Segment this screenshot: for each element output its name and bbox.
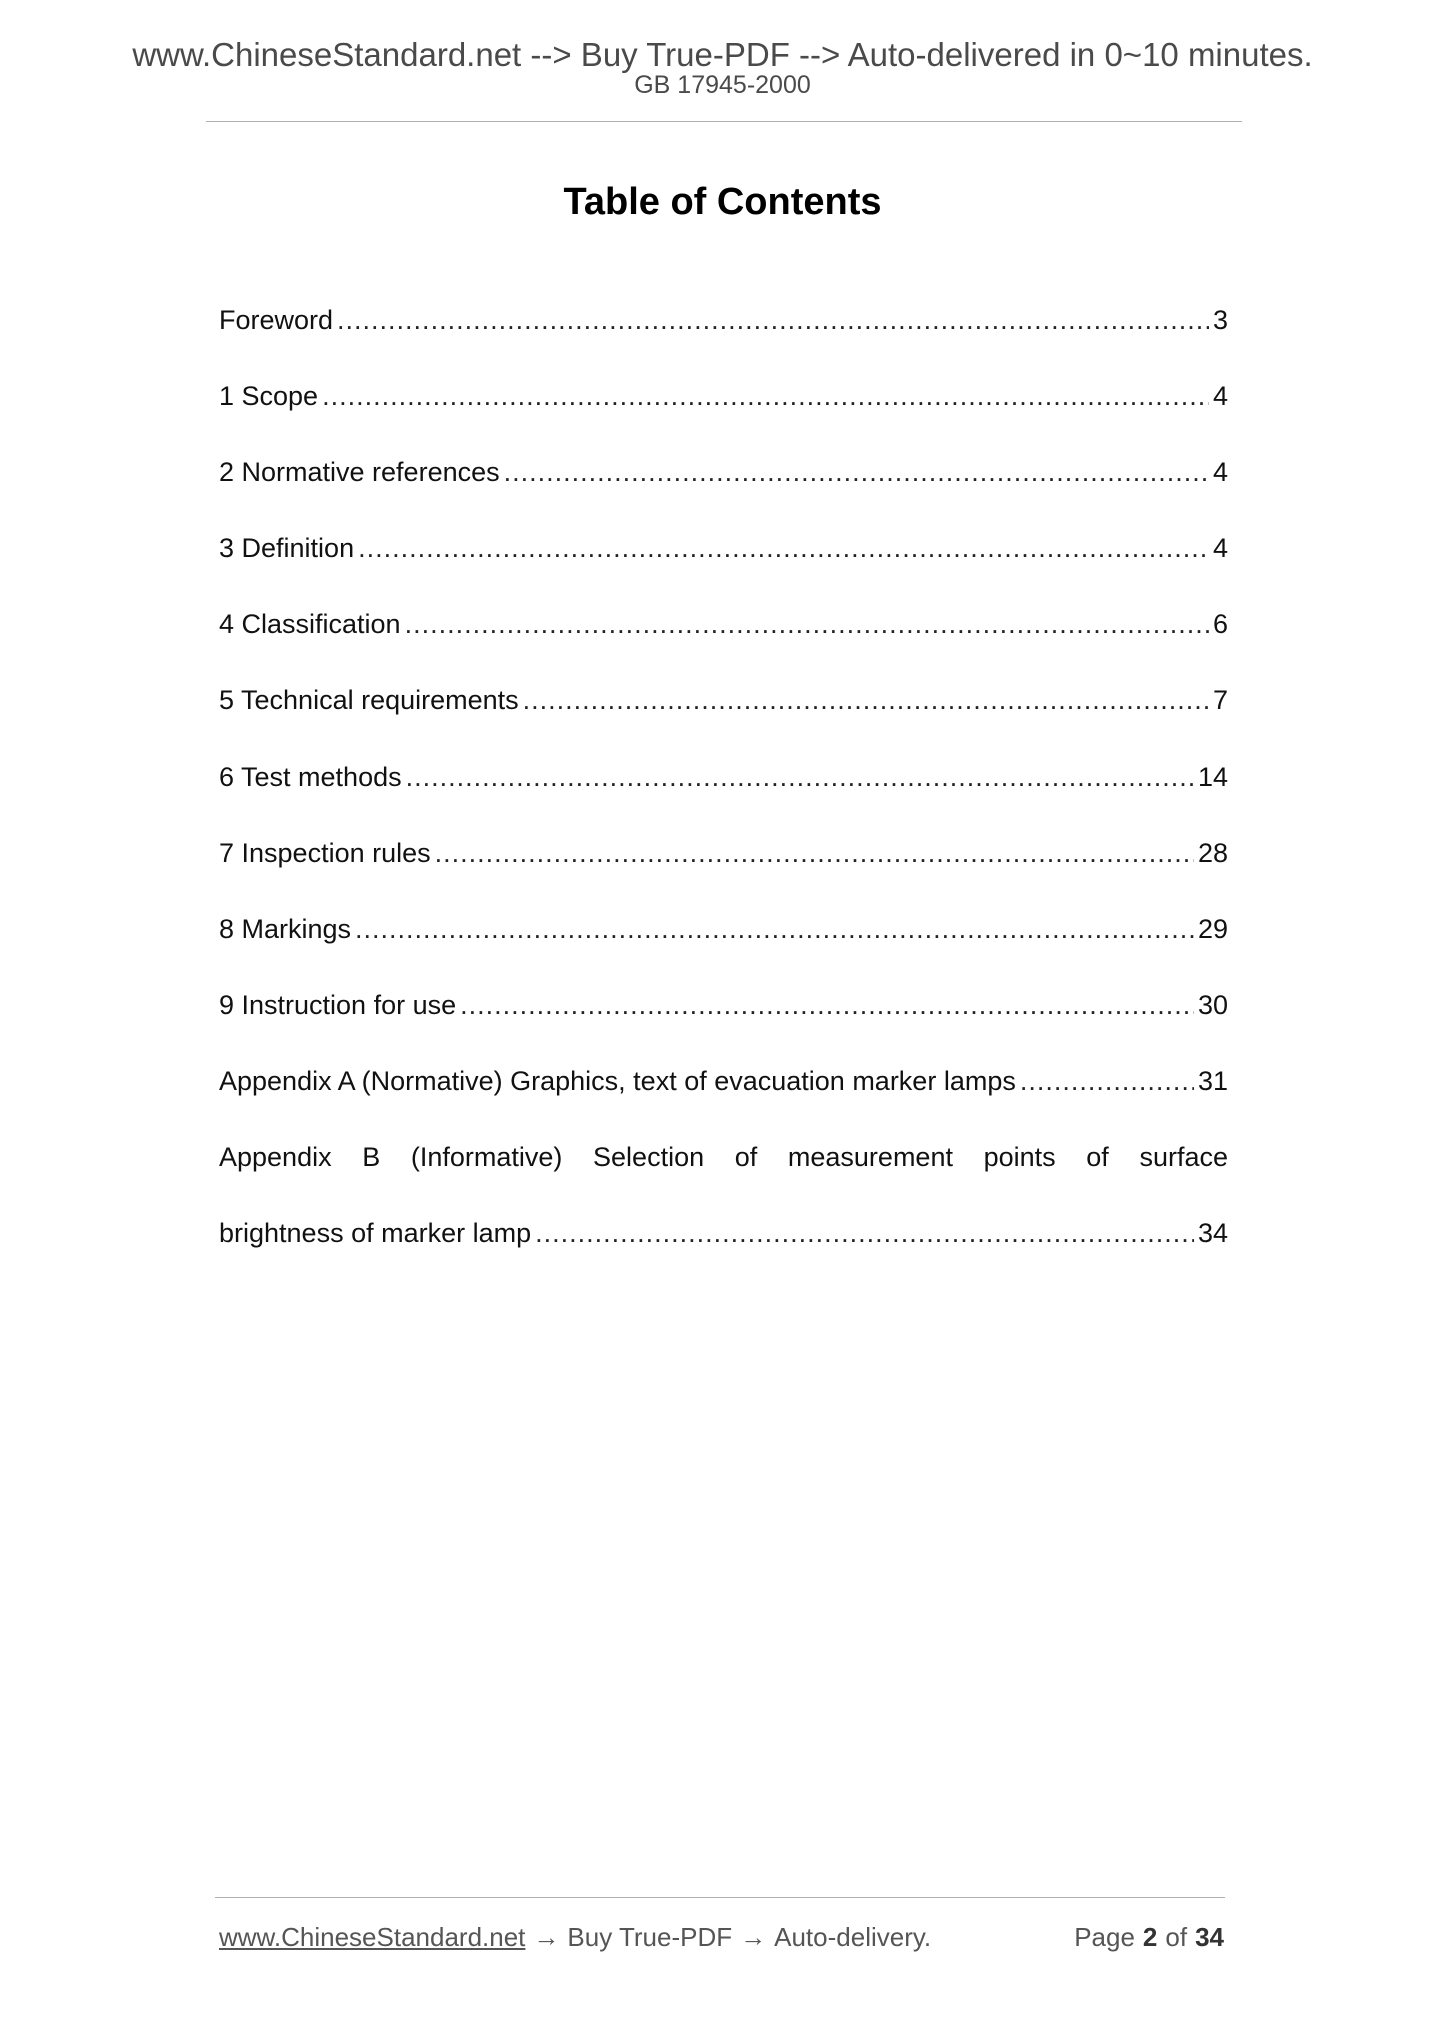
toc-word: of [1086,1142,1109,1173]
toc-entry-label: 5 Technical requirements [219,685,519,716]
arrow-right-icon: → [740,1922,767,1952]
toc-entry-label: 9 Instruction for use [219,989,457,1020]
toc-entry-label: 2 Normative references [219,457,500,488]
toc-entry-foreword[interactable] [219,300,1228,376]
toc-word: Selection [593,1142,705,1173]
toc-dot-leader [1020,1061,1194,1101]
toc-dot-leader [460,985,1194,1025]
toc-entry-page: 3 [1212,305,1228,335]
toc-entry-definition[interactable] [219,528,1228,604]
toc-word: surface [1139,1142,1228,1173]
toc-entry-label: Appendix A (Normative) Graphics, text of evacuation marker lamps [219,1065,1016,1096]
toc-entry-page: 6 [1212,609,1228,640]
toc-entry-label: 1 Scope [219,381,319,412]
of-word: of [1165,1922,1188,1952]
toc-entry-normative-references[interactable] [219,452,1228,528]
toc-entry-page: 14 [1197,761,1228,792]
toc-entry-page: 4 [1212,381,1228,412]
toc-dot-leader [322,376,1209,416]
page-word: Page [1074,1922,1135,1952]
toc-dot-leader [406,757,1194,797]
toc-entry-page: 34 [1197,1218,1228,1249]
toc-word: (Informative) [410,1142,563,1173]
toc-dot-leader [435,833,1194,873]
footer-delivery-text: Auto-delivery. [774,1922,932,1952]
toc-dot-leader [358,528,1209,568]
toc-dot-leader [405,604,1209,644]
footer-website-link[interactable]: www.ChineseStandard.net [219,1922,526,1952]
toc-entry-test-methods[interactable] [219,757,1228,833]
header-divider [206,121,1242,122]
total-page-count: 34 [1195,1922,1224,1952]
toc-entry-appendix-b-line2[interactable] [219,1213,1228,1289]
toc-entry-label: Foreword [219,305,334,335]
toc-dot-leader [355,909,1194,949]
page-title: Table of Contents [563,181,882,223]
toc-entry-label: brightness of marker lamp [219,1218,532,1249]
toc-entry-page: 29 [1197,913,1228,944]
toc-word: of [734,1142,758,1173]
toc-entry-classification[interactable] [219,604,1228,680]
toc-entry-page: 30 [1197,989,1228,1020]
toc-word: B [362,1142,381,1173]
toc-entry-page: 31 [1197,1065,1228,1096]
top-banner: www.ChineseStandard.net --> Buy True-PDF --> Auto-delivered in 0~10 minutes. [132,36,1313,73]
toc-entry-scope[interactable] [219,376,1228,452]
toc-entry-markings[interactable] [219,909,1228,985]
footer-promo [219,1919,931,1955]
footer-buy-text: Buy True-PDF [567,1922,733,1952]
toc-entry-label: 6 Test methods [219,761,402,792]
page-footer [219,1919,1224,1955]
toc-word: points [983,1142,1056,1173]
document-code: GB 17945-2000 [634,71,811,99]
toc-dot-leader [504,452,1209,492]
toc-entry-appendix-a[interactable] [219,1061,1228,1137]
toc-entry-label: 4 Classification [219,609,401,640]
toc-entry-page: 7 [1212,685,1228,716]
toc-list [219,300,1228,1289]
toc-dot-leader [523,680,1209,720]
toc-entry-page: 28 [1197,837,1228,868]
current-page-number: 2 [1142,1922,1158,1952]
footer-divider [215,1897,1225,1898]
toc-entry-label: 3 Definition [219,533,355,564]
toc-entry-page: 4 [1212,533,1228,564]
page-counter [1074,1919,1224,1955]
toc-entry-page: 4 [1212,457,1228,488]
toc-word: Appendix [219,1142,332,1173]
toc-entry-label: 8 Markings [219,913,352,944]
toc-entry-inspection-rules[interactable] [219,833,1228,909]
toc-entry-label: 7 Inspection rules [219,837,431,868]
toc-dot-leader [535,1213,1194,1253]
toc-word: measurement [787,1142,953,1173]
toc-entry-instruction-for-use[interactable] [219,985,1228,1061]
arrow-right-icon: → [533,1922,560,1952]
toc-entry-appendix-b-line1[interactable] [219,1137,1228,1213]
toc-dot-leader [337,300,1209,340]
toc-entry-technical-requirements[interactable] [219,680,1228,756]
